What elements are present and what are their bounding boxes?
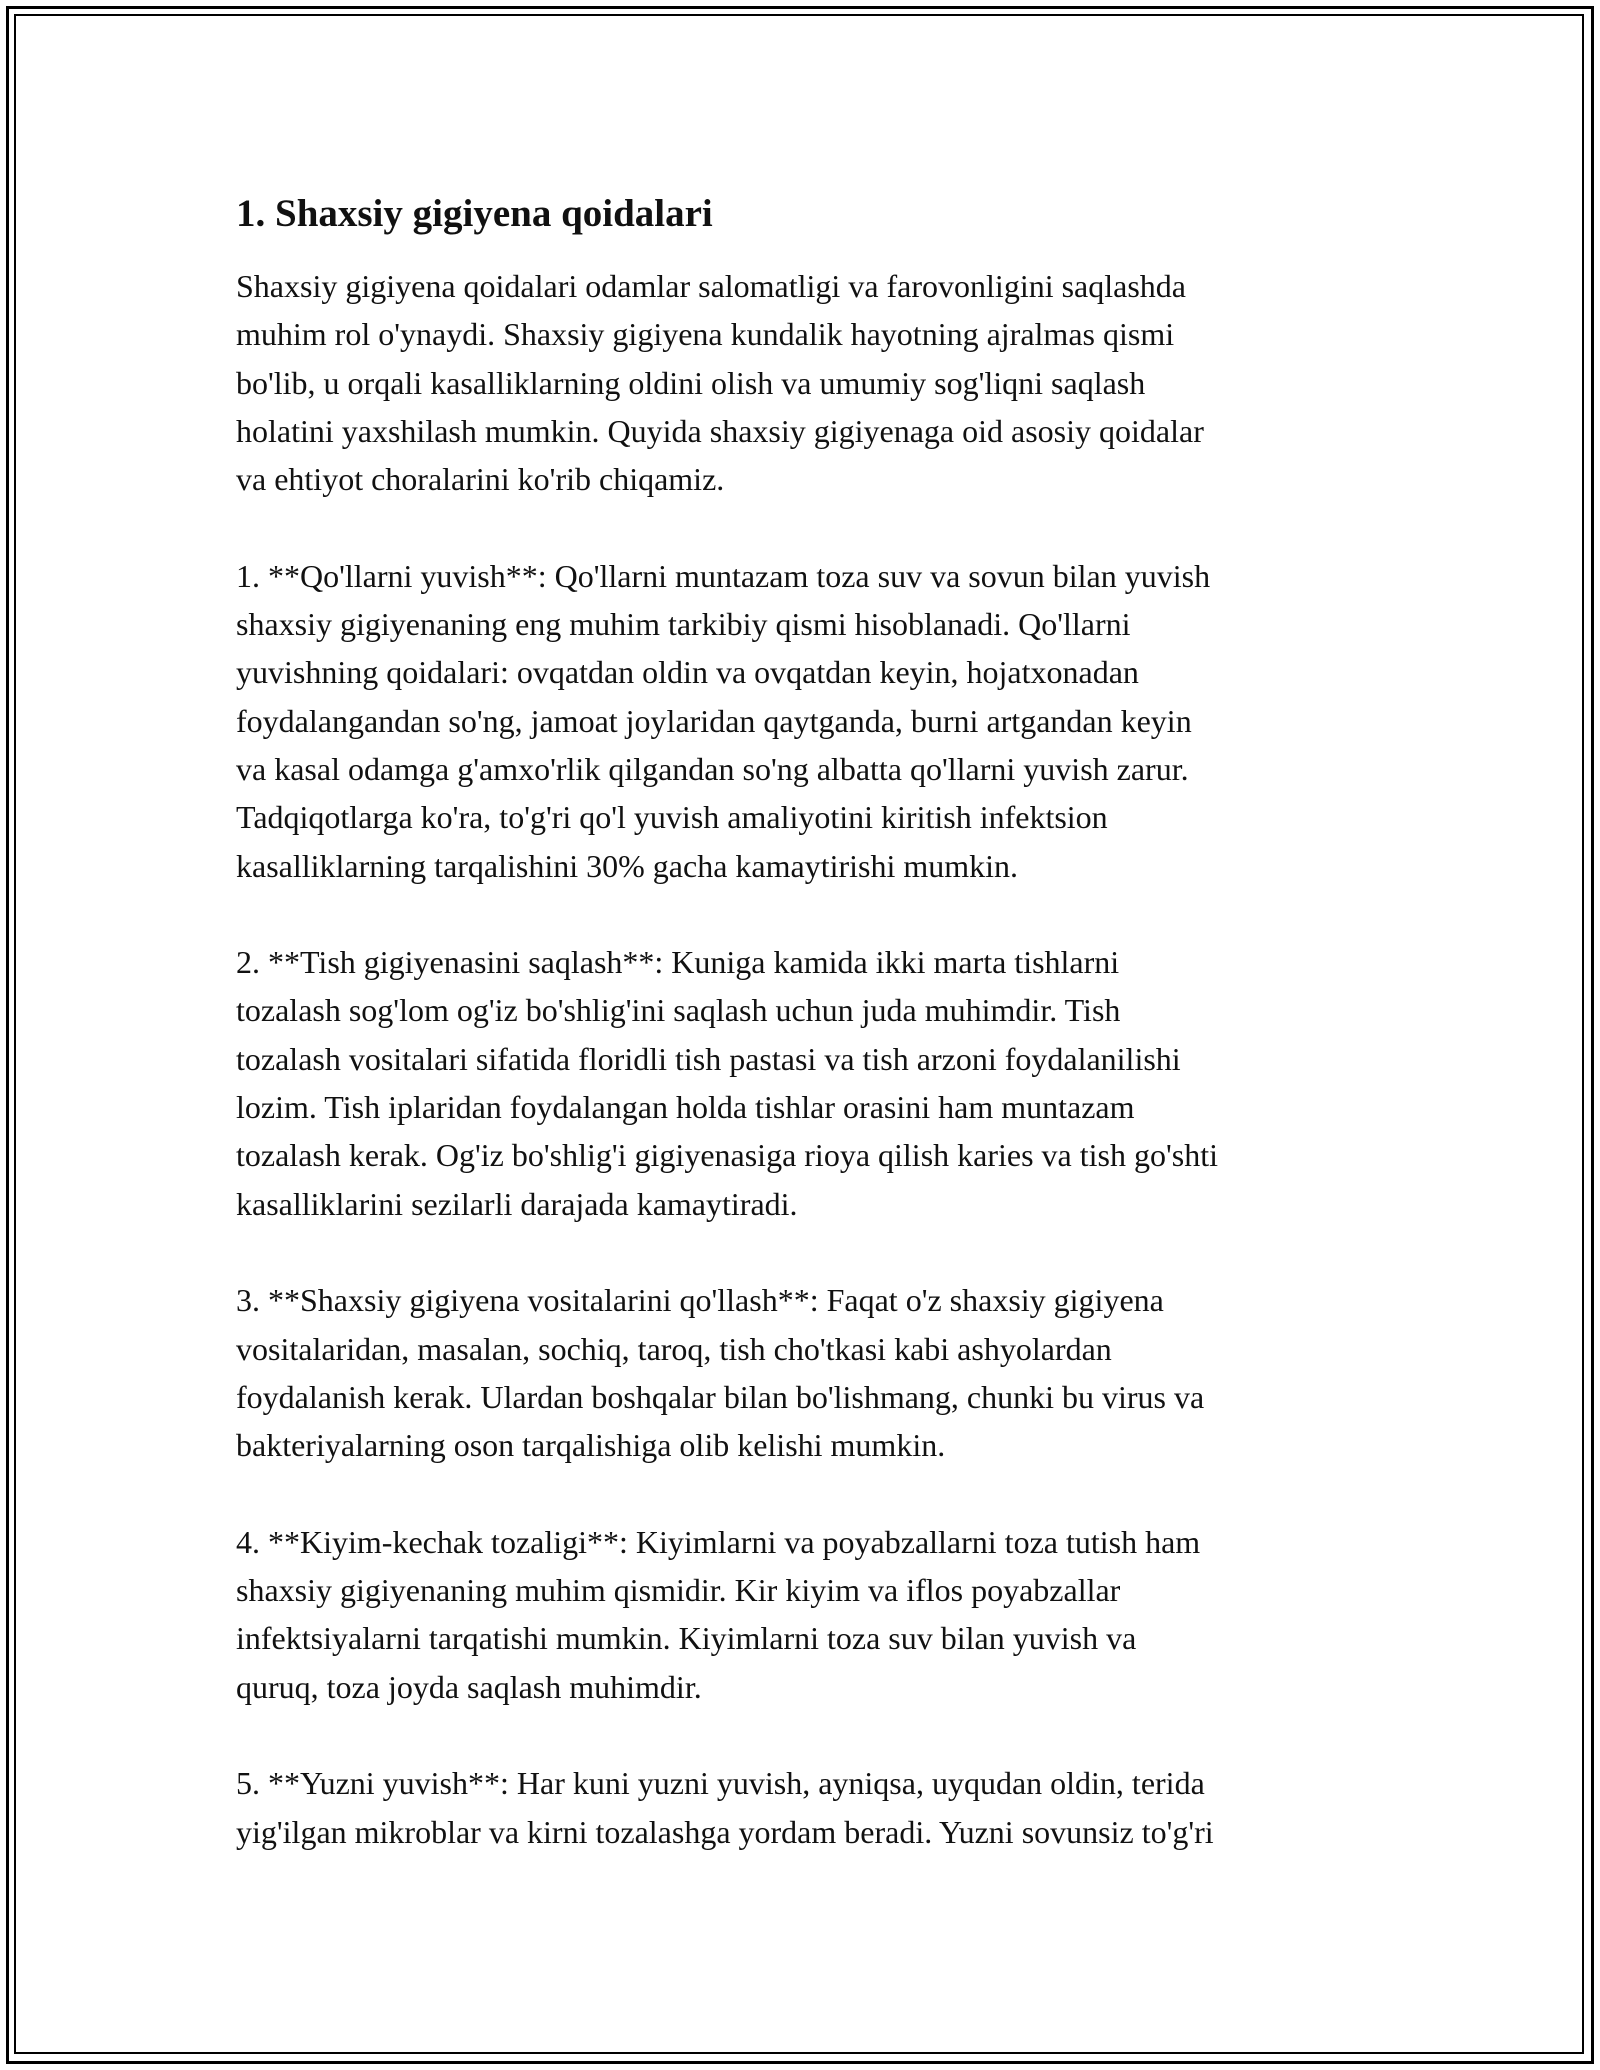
paragraph-line: Shaxsiy gigiyena qoidalari odamlar salomatligi va farovonligini saqlashda [236, 268, 1186, 304]
paragraph-line: 1. **Qo'llarni yuvish**: Qo'llarni muntazam toza suv va sovun bilan yuvish [236, 557, 1211, 594]
paragraph-line: vositalaridan, masalan, sochiq, taroq, tish cho'tkasi kabi ashyolardan [236, 1330, 1112, 1367]
paragraph-line: tozalash vositalari sifatida floridli tish pastasi va tish arzoni foydalanilishi [236, 1040, 1181, 1077]
paragraph-line: 5. **Yuzni yuvish**: Har kuni yuzni yuvish, ayniqsa, uyqudan oldin, terida [236, 1765, 1205, 1802]
paragraph-line: kasalliklarning tarqalishini 30% gacha kamaytirishi mumkin. [236, 847, 1019, 884]
document-body [236, 188, 1366, 1856]
paragraph-line: va kasal odamga g'amxo'rlik qilgandan so'ng albatta qo'llarni yuvish zarur. [236, 750, 1189, 787]
paragraph-line: yuvishning qoidalari: ovqatdan oldin va ovqatdan keyin, hojatxonadan [236, 654, 1139, 691]
paragraph-personal-items [236, 1276, 1366, 1469]
paragraph-line: quruq, toza joyda saqlash muhimdir. [236, 1668, 702, 1705]
paragraph-line: shaxsiy gigiyenaning eng muhim tarkibiy qismi hisoblanadi. Qo'llarni [236, 606, 1131, 643]
paragraph-line: Tadqiqotlarga ko'ra, to'g'ri qo'l yuvish amaliyotini kiritish infektsion [236, 799, 1108, 836]
paragraph-line: tozalash kerak. Og'iz bo'shlig'i gigiyenasiga rioya qilish karies va tish go'shti [236, 1137, 1218, 1174]
paragraph-line: 4. **Kiyim-kechak tozaligi**: Kiyimlarni va poyabzallarni toza tutish ham [236, 1523, 1201, 1560]
paragraph-line: va ehtiyot choralarini ko'rib chiqamiz. [236, 461, 725, 498]
paragraph-clothing [236, 1518, 1366, 1711]
paragraph-line: yig'ilgan mikroblar va kirni tozalashga yordam beradi. Yuzni sovunsiz to'g'ri [236, 1813, 1214, 1850]
paragraph-line: bo'lib, u orqali kasalliklarning oldini olish va umumiy sog'liqni saqlash [236, 364, 1146, 401]
paragraph-hand-washing [236, 552, 1366, 890]
paragraph-line: bakteriyalarning oson tarqalishiga olib kelishi mumkin. [236, 1427, 946, 1464]
paragraph-line: foydalangandan so'ng, jamoat joylaridan qaytganda, burni artgandan keyin [236, 702, 1192, 739]
paragraph-line: shaxsiy gigiyenaning muhim qismidir. Kir kiyim va iflos poyabzallar [236, 1572, 1121, 1609]
document-title: 1. Shaxsiy gigiyena qoidalari [236, 192, 713, 235]
paragraph-line: lozim. Tish iplaridan foydalangan holda tishlar orasini ham muntazam [236, 1089, 1135, 1126]
paragraph-dental-hygiene [236, 938, 1366, 1228]
paragraph-line: 3. **Shaxsiy gigiyena vositalarini qo'llash**: Faqat o'z shaxsiy gigiyena [236, 1282, 1164, 1319]
paragraph-line: holatini yaxshilash mumkin. Quyida shaxsiy gigiyenaga oid asosiy qoidalar [236, 412, 1204, 449]
paragraph-line: 2. **Tish gigiyenasini saqlash**: Kuniga kamida ikki marta tishlarni [236, 944, 1120, 981]
paragraph-line: infektsiyalarni tarqatishi mumkin. Kiyimlarni toza suv bilan yuvish va [236, 1620, 1137, 1657]
paragraph-line: kasalliklarini sezilarli darajada kamaytiradi. [236, 1185, 798, 1222]
paragraph-intro [236, 262, 1366, 503]
paragraph-line: tozalash sog'lom og'iz bo'shlig'ini saqlash uchun juda muhimdir. Tish [236, 992, 1121, 1029]
paragraph-line: muhim rol o'ynaydi. Shaxsiy gigiyena kundalik hayotning ajralmas qismi [236, 316, 1175, 353]
paragraph-face-washing [236, 1759, 1366, 1856]
paragraph-line: foydalanish kerak. Ulardan boshqalar bilan bo'lishmang, chunki bu virus va [236, 1378, 1205, 1415]
